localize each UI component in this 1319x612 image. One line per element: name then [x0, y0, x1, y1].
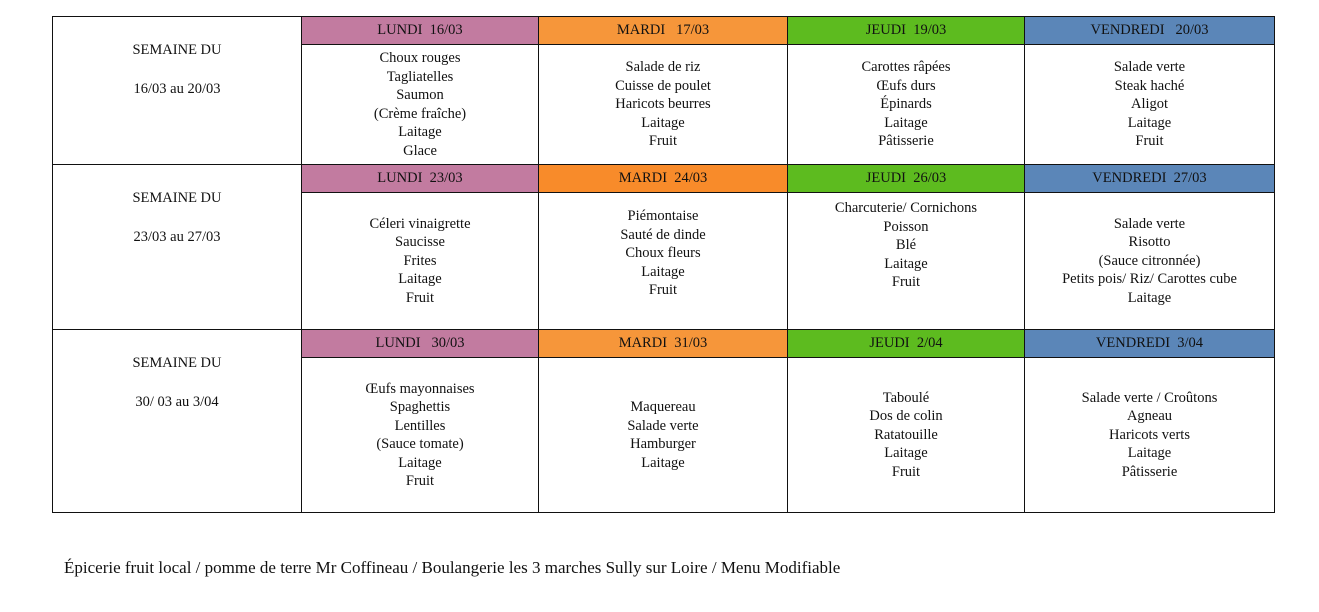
dish-item: Sauté de dinde: [620, 226, 706, 243]
day-header-jeudi: JEUDI 2/04: [788, 330, 1025, 358]
dish-item: Charcuterie/ Cornichons: [834, 200, 978, 216]
dish-item: Maquereau: [630, 399, 696, 415]
dish-item: Choux rouges: [379, 50, 461, 66]
day-header-vendredi: VENDREDI 27/03: [1025, 165, 1275, 193]
dish-item: Lentilles: [394, 417, 446, 434]
dish-item: Saucisse: [395, 234, 445, 251]
day-header-mardi: MARDI 17/03: [539, 17, 788, 45]
dish-item: Glace: [403, 142, 437, 159]
menu-cell-jeudi: [788, 45, 1025, 165]
dish-item: Laitage: [884, 114, 928, 131]
dish-item: Aligot: [1130, 96, 1169, 113]
dish-item: Laitage: [398, 454, 442, 471]
dish-item: (Sauce citronnée): [1098, 252, 1201, 269]
week-1-header-row: [53, 17, 1275, 45]
dish-item: Pâtisserie: [878, 133, 934, 150]
dish-item: Salade verte: [1113, 59, 1186, 76]
dish-item: Spaghettis: [389, 399, 451, 415]
dish-item: Laitage: [641, 263, 685, 280]
dish-item: Risotto: [1128, 234, 1171, 251]
day-header-mardi: MARDI 24/03: [539, 165, 788, 193]
dish-item: Pâtisserie: [1121, 463, 1178, 480]
day-header-jeudi: JEUDI 26/03: [788, 165, 1025, 193]
menu-cell-vendredi: [1025, 193, 1275, 330]
week-2-label-cell: [53, 165, 302, 330]
day-header-lundi: LUNDI 16/03: [302, 17, 539, 45]
week-3-header-row: [53, 330, 1275, 358]
week-range: 16/03 au 20/03: [133, 80, 221, 97]
menu-cell-lundi: [302, 358, 539, 513]
dish-item: Salade verte / Croûtons: [1081, 389, 1218, 406]
dish-item: Blé: [895, 237, 917, 253]
dish-item: Ratatouille: [874, 426, 938, 443]
week-3-label-cell: [53, 330, 302, 513]
day-header-mardi: MARDI 31/03: [539, 330, 788, 358]
dish-item: Laitage: [641, 114, 685, 131]
dish-item: Fruit: [891, 274, 921, 290]
week-range: 23/03 au 27/03: [133, 228, 221, 245]
dish-item: Laitage: [641, 454, 685, 471]
dish-item: Steak haché: [1114, 77, 1185, 94]
week-range: 30/ 03 au 3/04: [135, 393, 219, 410]
week-title: SEMAINE DU: [132, 190, 222, 206]
dish-item: Taboulé: [882, 389, 930, 406]
dish-item: Salade verte: [1113, 215, 1186, 232]
day-header-vendredi: VENDREDI 3/04: [1025, 330, 1275, 358]
menu-cell-vendredi: [1025, 358, 1275, 513]
dish-item: Choux fleurs: [625, 245, 701, 261]
dish-item: Laitage: [398, 124, 442, 140]
dish-item: Épinards: [880, 96, 932, 113]
dish-item: (Crème fraîche): [373, 105, 467, 122]
dish-item: Salade verte: [627, 417, 699, 434]
day-header-lundi: LUNDI 23/03: [302, 165, 539, 193]
dish-item: Salade de riz: [625, 59, 701, 76]
dish-item: Œufs mayonnaises: [365, 380, 475, 397]
menu-cell-mardi: [539, 193, 788, 330]
week-title: SEMAINE DU: [132, 355, 222, 371]
dish-item: Fruit: [648, 282, 678, 298]
menu-cell-mardi: [539, 358, 788, 513]
dish-item: Fruit: [648, 133, 678, 150]
dish-item: Petits pois/ Riz/ Carottes cube: [1062, 271, 1237, 288]
menu-cell-jeudi: [788, 358, 1025, 513]
day-header-lundi: LUNDI 30/03: [302, 330, 539, 358]
dish-item: Fruit: [405, 473, 435, 489]
week-1-label-cell: [53, 17, 302, 165]
dish-item: Carottes râpées: [861, 59, 951, 76]
dish-item: Frites: [403, 252, 437, 269]
footer-note: Épicerie fruit local / pomme de terre Mr Coffineau / Boulangerie les 3 marches Sully sur Loire / Menu Modifiable: [64, 558, 841, 577]
dish-item: Laitage: [1127, 445, 1172, 462]
day-header-jeudi: JEUDI 19/03: [788, 17, 1025, 45]
week-2-header-row: [53, 165, 1275, 193]
dish-item: (Sauce tomate): [376, 436, 464, 452]
dish-item: Laitage: [1127, 289, 1172, 306]
dish-item: Piémontaise: [627, 208, 699, 224]
dish-item: Fruit: [405, 289, 435, 306]
day-header-vendredi: VENDREDI 20/03: [1025, 17, 1275, 45]
dish-item: Laitage: [1127, 114, 1172, 131]
dish-item: Laitage: [398, 271, 442, 288]
dish-item: Agneau: [1126, 408, 1173, 425]
dish-item: Saumon: [396, 87, 444, 103]
dish-item: Haricots beurres: [615, 96, 711, 113]
dish-item: Laitage: [884, 255, 928, 272]
menu-cell-lundi: [302, 193, 539, 330]
dish-item: Hamburger: [630, 436, 696, 452]
dish-item: Haricots verts: [1109, 426, 1190, 443]
menu-cell-jeudi: [788, 193, 1025, 330]
dish-item: Laitage: [884, 445, 928, 462]
menu-cell-lundi: [302, 45, 539, 165]
dish-item: Fruit: [891, 463, 921, 480]
menu-cell-mardi: [539, 45, 788, 165]
dish-item: Fruit: [1135, 133, 1164, 150]
dish-item: Tagliatelles: [386, 68, 454, 85]
dish-item: Poisson: [883, 218, 929, 235]
dish-item: Céleri vinaigrette: [369, 215, 471, 232]
menu-table: [52, 16, 1275, 513]
dish-item: Dos de colin: [869, 408, 943, 425]
menu-cell-vendredi: [1025, 45, 1275, 165]
dish-item: Cuisse de poulet: [615, 77, 711, 94]
week-title: SEMAINE DU: [132, 42, 222, 58]
dish-item: Œufs durs: [876, 77, 936, 94]
